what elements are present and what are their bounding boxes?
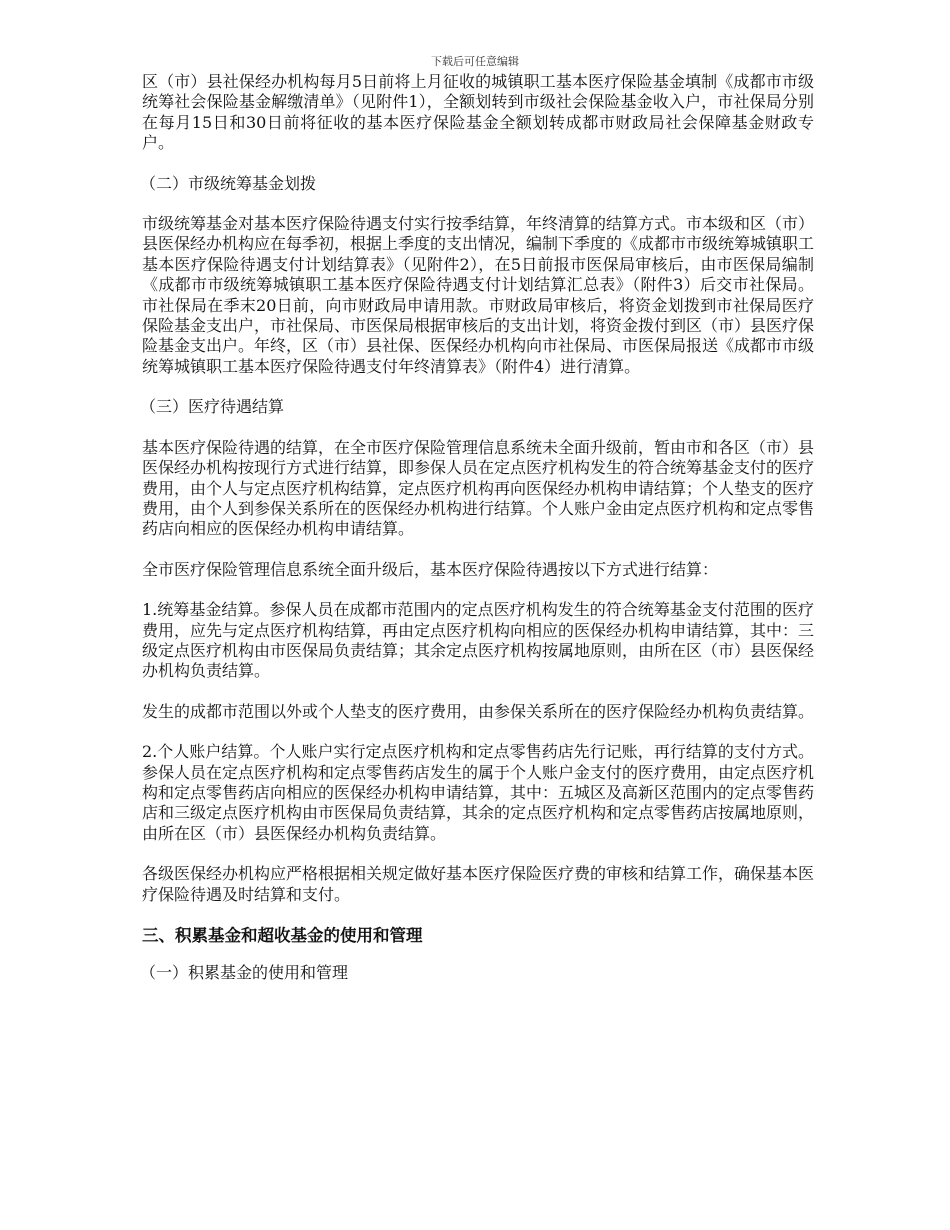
paragraph-personal-account-settlement: 2.个人账户结算。个人账户实行定点医疗机构和定点零售药店先行记账，再行结算的支付方式。参保人员在定点医疗机构和定点零售药店发生的属于个人账户金支付的医疗费用，由定点医疗机构和定点零售药店向相应的医保经办机构申请结算，其中：五城区及高新区范围内的定点零售药店和三级定点医疗机构由市医保局负责结算，其余的定点医疗机构和定点零售药店按属地原则，由所在区（市）县医保经办机构负责结算。 (142, 742, 815, 843)
subheading-medical-settlement: （三）医疗待遇结算 (140, 397, 285, 417)
paragraph-post-upgrade-intro: 全市医疗保险管理信息系统全面升级后，基本医疗保险待遇按以下方式进行结算： (142, 559, 719, 579)
paragraph-quarterly-settlement: 市级统筹基金对基本医疗保险待遇支付实行按季结算，年终清算的结算方式。市本级和区（市）县医保经办机构应在每季初，根据上季度的支出情况，编制下季度的《成都市市级统筹城镇职工基本医疗保险待遇支付计划结算表》（见附件2），在5日前报市医保局审核后，由市医保局编制《成都市市级统筹城镇职工基本医疗保险待遇支付计划结算汇总表》（附件3）后交市社保局。市社保局在季末20日前，向市财政局申请用款。市财政局审核后，将资金划拨到市社保局医疗保险基金支出户，市社保局、市医保局根据审核后的支出计划，将资金拨付到区（市）县医疗保险基金支出户。年终，区（市）县社保、医保经办机构向市社保局、市医保局报送《成都市市级统筹城镇职工基本医疗保险待遇支付年终清算表》（附件4）进行清算。 (142, 214, 815, 376)
page-header-note: 下载后可任意编辑 (431, 55, 519, 68)
paragraph-fund-transfer: 区（市）县社保经办机构每月5日前将上月征收的城镇职工基本医疗保险基金填制《成都市市级统筹社会保险基金解缴清单》（见附件1），全额划转到市级社会保险基金收入户，市社保局分别在每月15日和30日前将征收的基本医疗保险基金全额划转成都市财政局社会保障基金财政专户。 (142, 72, 814, 153)
paragraph-pooled-fund-settlement: 1.统筹基金结算。参保人员在成都市范围内的定点医疗机构发生的符合统筹基金支付范围的医疗费用，应先与定点医疗机构结算，再由定点医疗机构向相应的医保经办机构申请结算，其中：三级定点医疗机构由市医保局负责结算；其余定点医疗机构按属地原则，由所在区（市）县医保经办机构负责结算。 (142, 600, 815, 681)
subheading-city-fund-allocation: （二）市级统筹基金划拨 (140, 173, 317, 193)
section-heading-3: 三、积累基金和超收基金的使用和管理 (142, 926, 423, 945)
paragraph-review-duty: 各级医保经办机构应严格根据相关规定做好基本医疗保险医疗费的审核和结算工作，确保基本医疗保险待遇及时结算和支付。 (142, 864, 815, 904)
subheading-accumulated-fund: （一）积累基金的使用和管理 (140, 963, 349, 982)
document-body (142, 72, 814, 1003)
paragraph-outside-settlement: 发生的成都市范围以外或个人垫支的医疗费用，由参保关系所在的医疗保险经办机构负责结算。 (142, 701, 815, 721)
paragraph-current-settlement: 基本医疗保险待遇的结算，在全市医疗保险管理信息系统未全面升级前，暂由市和各区（市）县医保经办机构按现行方式进行结算，即参保人员在定点医疗机构发生的符合统筹基金支付的医疗费用，由个人与定点医疗机构结算，定点医疗机构再向医保经办机构申请结算；个人垫支的医疗费用，由个人到参保关系所在的医保经办机构进行结算。个人账户金由定点医疗机构和定点零售药店向相应的医保经办机构申请结算。 (142, 437, 815, 539)
